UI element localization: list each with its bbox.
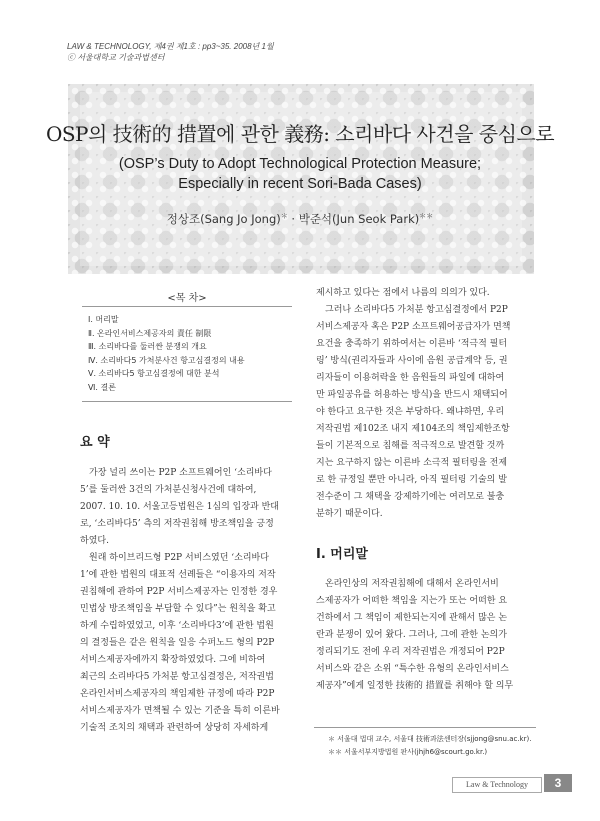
text-line: 링’ 방식(권리자들과 사이에 음원 공급계약 등, 권 [316,356,508,366]
abstract-paragraph-1 [80,465,296,550]
introduction-paragraph-1 [316,576,538,695]
section-heading-introduction: Ⅰ. 머리말 [316,547,368,562]
toc-item: Ⅴ. 소리바다5 항고심결정에 대한 분석 [88,369,220,379]
text-line: 그러나 소리바다5 가처분 항고심결정에서 P2P [325,305,508,315]
text-line: 들이 기본적으로 침해를 적극적으로 발견할 것까 [316,441,505,451]
paper-title-english-line2: Especially in recent Sori-Bada Cases) [178,176,422,192]
text-line: 야 한다고 요구한 것은 부당하다. 왜냐하면, 우리 [316,407,505,417]
text-line: 제시하고 있다는 점에서 나름의 의의가 있다. [316,288,490,298]
text-line: 저작권법 제102조 내지 제104조의 책임제한조항 [316,424,510,434]
journal-footer-label: Law & Technology [452,777,542,793]
text-line: 만 파일공유를 허용하는 방식)을 반드시 채택되어 [316,390,508,400]
text-line: 지는 요구하지 않는 이른바 소극적 필터링을 전제 [316,458,508,468]
abstract-paragraph-2 [80,550,296,737]
toc-title: <목 차> [167,293,207,304]
text-line: 서비스제공자가 면책될 수 있는 기준을 특히 이른바 [80,706,280,716]
text-line: 제공자”에게 일정한 技術的 措置를 취해야 할 의무 [316,681,514,691]
text-line: 전수준이 그 채택을 강제하기에는 여러모로 불충 [316,492,505,502]
toc-item: Ⅲ. 소리바다를 둘러싼 분쟁의 개요 [88,342,207,352]
table-of-contents [80,289,294,402]
journal-info: LAW & TECHNOLOGY, 제4권 제1호 : pp3~35. 2008년 1월 [67,42,274,51]
text-line: 서비스제공자에까지 확장하였었다. 그에 비하여 [80,655,266,665]
journal-copyright: ⓒ 서울대학교 기술과법센터 [67,53,165,62]
text-line: 온라인서비스제공자의 책임제한 규정에 따라 P2P [80,689,275,699]
footnote-divider [314,727,536,728]
toc-item: Ⅵ. 결론 [88,382,116,392]
text-line: 기술적 조치의 채택과 관련하여 상당히 자세하게 [80,723,269,733]
author-1-footnote-mark: ＊ [280,212,288,221]
text-line: 온라인상의 저작권침해에 대해서 온라인서비 [325,579,499,589]
toc-bottom-rule [82,401,292,402]
text-line: 하게 수립하였었고, 이후 ‘소리바다3’에 관한 법원 [80,621,274,631]
text-line: 건하에서 그 책임이 제한되는지에 관해서 많은 논 [316,613,508,623]
footnote-1: ＊ 서울대 법대 교수, 서울대 技術과法센터장(sjjong@snu.ac.kr). [328,735,532,743]
toc-item: Ⅰ. 머리말 [88,315,119,324]
toc-item: Ⅳ. 소리바다5 가처분사건 항고심결정의 내용 [88,355,245,365]
paper-title-english-line1: (OSP’s Duty to Adopt Technological Protection Measure; [118,156,482,172]
text-line: 요건을 충족하기 위하여서는 이른바 ‘적극적 필터 [316,339,508,349]
paper-title-english [0,154,600,194]
text-line: 2007. 10. 10. 서울고등법원은 1심의 입장과 반대 [80,502,279,512]
text-line: 하였다. [80,536,109,546]
author-separator: · [287,212,299,226]
footnote-2: ＊＊ 서울서부지방법원 판사(jhjh6@scourt.go.kr.) [328,748,488,756]
text-line: 가장 널리 쓰이는 P2P 소프트웨어인 ‘소리바다 [89,468,272,478]
text-line: 1’에 관한 법원의 대표적 선례들은 “이용자의 저작 [80,570,276,580]
text-line: 의 결정들은 같은 원칙을 일응 수퍼노드 형의 P2P [80,638,275,648]
author-2: 박준석(Jun Seok Park) [298,212,420,226]
paper-title-korean: OSP의 技術的 措置에 관한 義務: 소리바다 사건을 중심으로 [45,122,555,146]
text-line: 스제공자가 어떠한 책임을 지는가 또는 어떠한 요 [316,596,508,606]
text-line: 민법상 방조책임을 부담할 수 있다”는 원칙을 확고 [80,604,276,614]
journal-citation [67,41,274,63]
text-line: 원래 하이브리드형 P2P 서비스였던 ‘소리바다 [89,553,269,563]
right-column-lower [316,576,538,695]
text-line: 분하기 때문이다. [316,509,383,519]
abstract-paragraph-3 [316,302,538,523]
footnotes [328,733,531,759]
text-line: 정리되기도 전에 우리 저작권법은 개정되어 P2P [316,647,505,657]
toc-item: Ⅱ. 온라인서비스제공자의 責任 制限 [88,328,212,338]
abstract-continuation [316,285,538,302]
text-line: 권침해에 관하여 P2P 서비스제공자는 인정한 경우 [80,587,278,597]
abstract-heading: 요 약 [80,435,110,450]
right-column-upper [316,285,538,523]
abstract-body [80,465,296,737]
toc-top-rule [82,306,292,307]
text-line: 로, ‘소리바다5’ 측의 저작권침해 방조책임을 긍정 [80,519,274,529]
text-line: 로 한 규정일 뿐만 아니라, 아직 필터링 기술의 발 [316,475,507,485]
text-line: 란과 분쟁이 있어 왔다. 그러나, 그에 관한 논의가 [316,630,507,640]
text-line: 최근의 소리바다5 가처분 항고심결정은, 저작권법 [80,672,274,682]
text-line: 5’를 둘러싼 3건의 가처분신청사건에 대하여, [80,485,257,495]
author-1: 정상조(Sang Jo Jong) [166,212,281,226]
text-line: 리자들이 이용허락을 한 음원들의 파일에 대하여 [316,373,505,383]
author-line [0,211,600,227]
page-number: 3 [544,774,572,792]
text-line: 서비스제공자 혹은 P2P 소프트웨어공급자가 면책 [316,322,511,332]
author-2-footnote-mark: ＊＊ [419,212,434,221]
toc-list [88,313,294,395]
text-line: 서비스와 같은 소위 “특수한 유형의 온라인서비스 [316,664,509,674]
